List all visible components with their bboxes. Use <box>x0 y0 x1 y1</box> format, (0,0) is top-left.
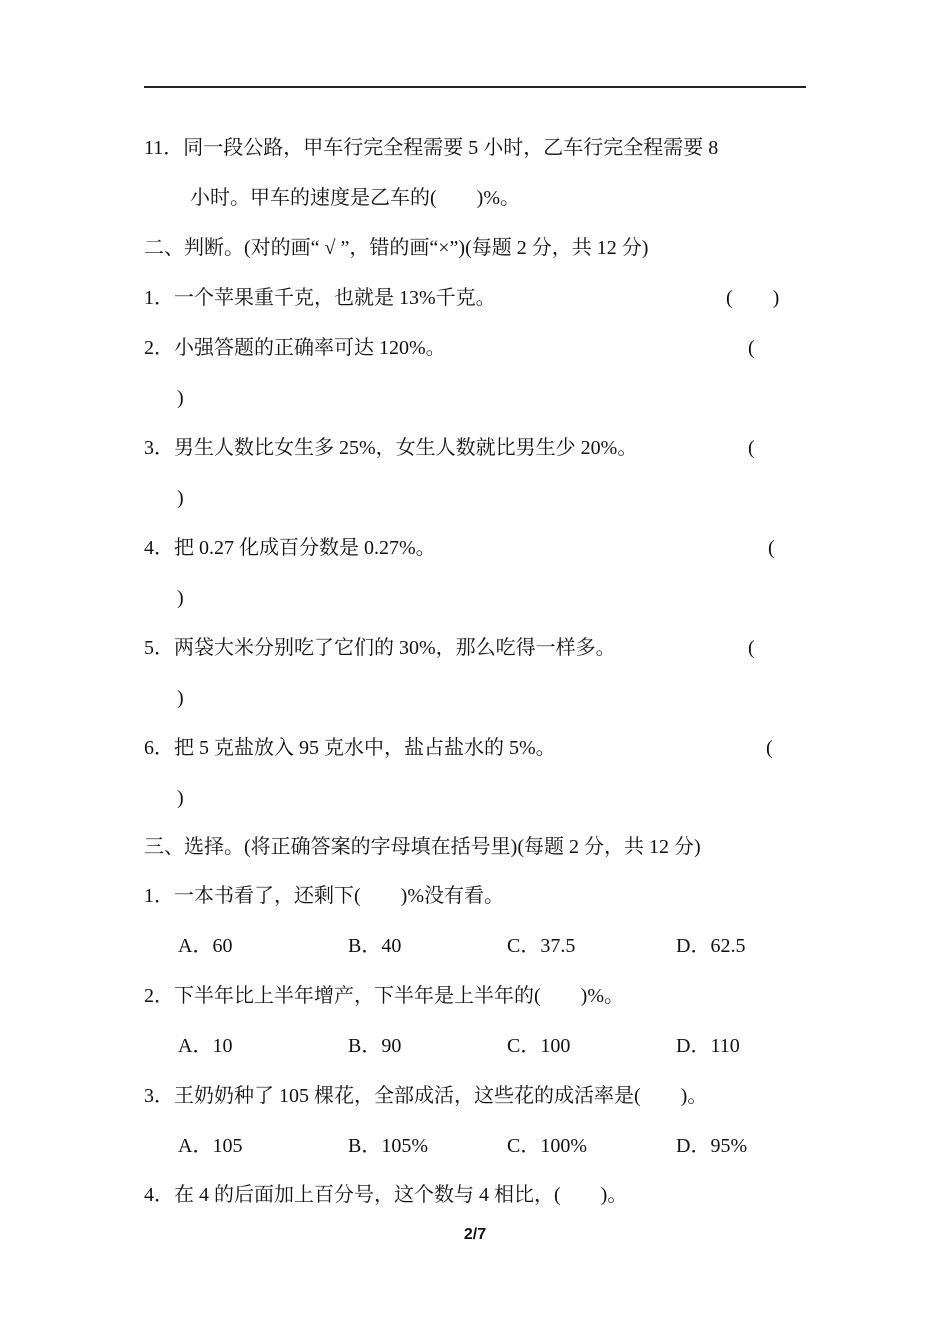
choice-item-2: 2．下半年比上半年增产，下半年是上半年的( )%。 <box>144 985 624 1007</box>
judge-item-2-paren-open[interactable]: ( <box>748 337 755 359</box>
judge-item-1-answer-blank[interactable]: ( ) <box>726 287 780 309</box>
choice-item-1-option-b[interactable]: B．40 <box>348 935 402 957</box>
choice-item-2-option-c[interactable]: C．100 <box>507 1035 571 1057</box>
choice-item-2-option-a[interactable]: A．10 <box>178 1035 233 1057</box>
choice-item-1: 1．一本书看了，还剩下( )%没有看。 <box>144 885 504 907</box>
choice-item-2-option-d[interactable]: D．110 <box>676 1035 740 1057</box>
judge-item-5: 5．两袋大米分别吃了它们的 30%，那么吃得一样多。 <box>144 637 616 659</box>
section-choice-heading: 三、选择。(将正确答案的字母填在括号里)(每题 2 分，共 12 分) <box>144 836 701 858</box>
judge-item-4: 4．把 0.27 化成百分数是 0.27%。 <box>144 537 436 559</box>
choice-item-4: 4．在 4 的后面加上百分号，这个数与 4 相比，( )。 <box>144 1184 628 1206</box>
choice-item-3-option-b[interactable]: B．105% <box>348 1135 428 1157</box>
judge-item-6-paren-open[interactable]: ( <box>766 737 773 759</box>
question-11-line2: 小时。甲车的速度是乙车的( )%。 <box>190 187 520 209</box>
choice-item-1-option-d[interactable]: D．62.5 <box>676 935 746 957</box>
judge-item-3: 3．男生人数比女生多 25%，女生人数就比男生少 20%。 <box>144 437 638 459</box>
choice-item-1-option-c[interactable]: C．37.5 <box>507 935 576 957</box>
choice-item-3: 3．王奶奶种了 105 棵花，全部成活，这些花的成活率是( )。 <box>144 1085 708 1107</box>
judge-item-4-paren-open[interactable]: ( <box>768 537 775 559</box>
judge-item-1: 1．一个苹果重千克，也就是 13%千克。 <box>144 287 496 309</box>
judge-item-3-paren-open[interactable]: ( <box>748 437 755 459</box>
judge-item-6: 6．把 5 克盐放入 95 克水中，盐占盐水的 5%。 <box>144 737 556 759</box>
choice-item-2-option-b[interactable]: B．90 <box>348 1035 402 1057</box>
judge-item-2: 2．小强答题的正确率可达 120%。 <box>144 337 446 359</box>
judge-item-4-paren-close: ) <box>177 587 184 609</box>
judge-item-5-paren-close: ) <box>177 687 184 709</box>
choice-item-3-option-d[interactable]: D．95% <box>676 1135 748 1157</box>
choice-item-1-option-a[interactable]: A．60 <box>178 935 233 957</box>
judge-item-3-paren-close: ) <box>177 487 184 509</box>
question-11-line1: 11．同一段公路，甲车行完全程需要 5 小时，乙车行完全程需要 8 <box>144 137 719 159</box>
choice-item-3-option-a[interactable]: A．105 <box>178 1135 243 1157</box>
judge-item-5-paren-open[interactable]: ( <box>748 637 755 659</box>
section-judge-heading: 二、判断。(对的画“ √ ”，错的画“×”)(每题 2 分，共 12 分) <box>144 237 649 259</box>
judge-item-6-paren-close: ) <box>177 787 184 809</box>
page-number: 2/7 <box>463 1226 487 1243</box>
header-rule <box>144 86 806 88</box>
judge-item-2-paren-close: ) <box>177 387 184 409</box>
choice-item-3-option-c[interactable]: C．100% <box>507 1135 587 1157</box>
